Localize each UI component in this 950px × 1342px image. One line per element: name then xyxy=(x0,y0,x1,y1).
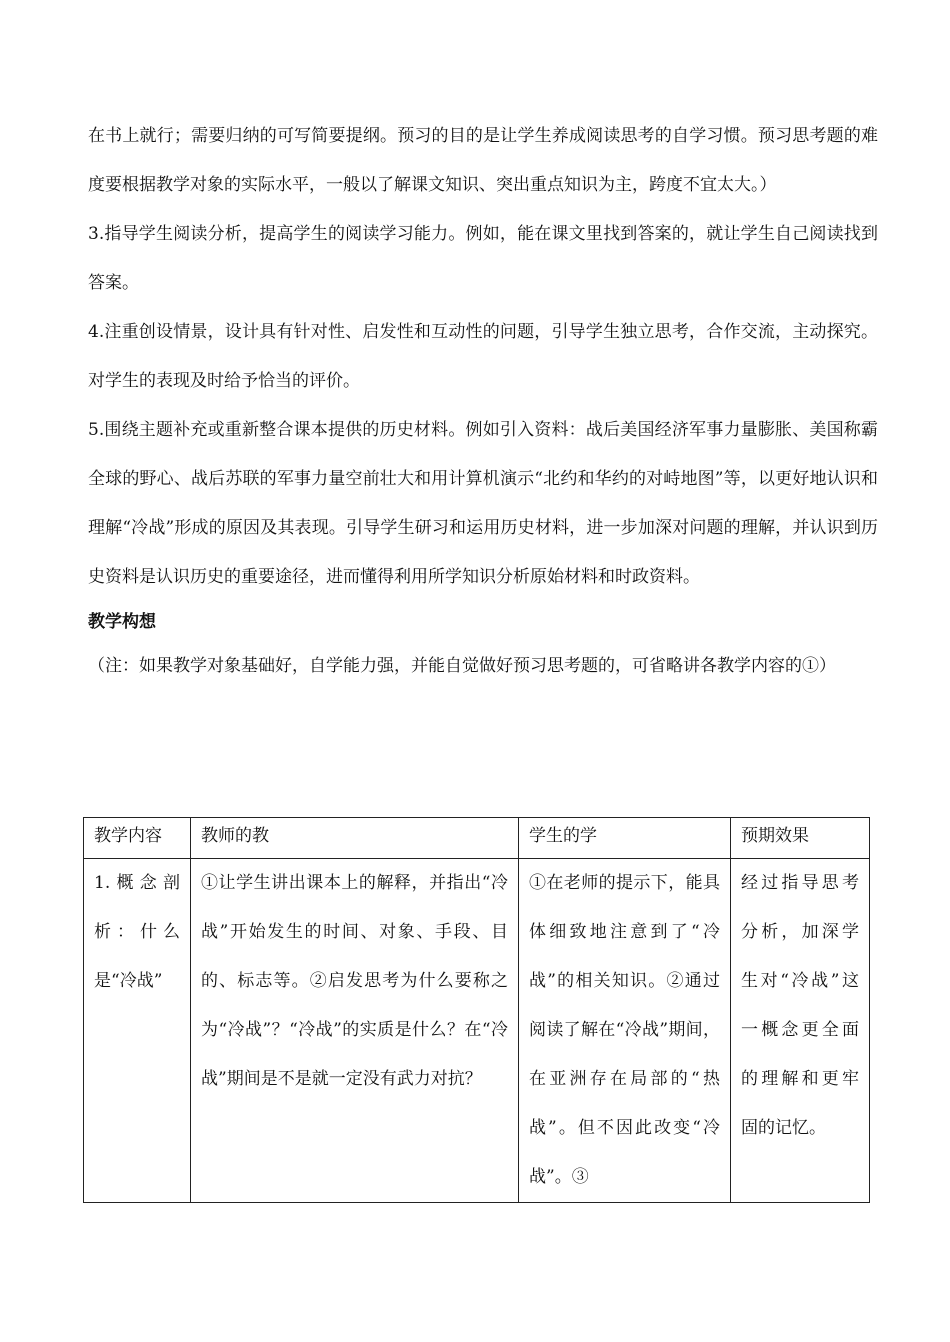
document-body xyxy=(88,112,878,691)
table-row xyxy=(84,859,870,1203)
lesson-plan-table xyxy=(83,817,870,1203)
header-effect: 预期效果 xyxy=(731,818,870,859)
section-note: （注：如果教学对象基础好，自学能力强，并能自觉做好预习思考题的，可省略讲各教学内容的①） xyxy=(88,656,836,676)
paragraph-item-4: 4.注重创设情景，设计具有针对性、启发性和互动性的问题，引导学生独立思考，合作交流，主动探究。对学生的表现及时给予恰当的评价。 xyxy=(88,322,878,391)
paragraph-item-3: 3.指导学生阅读分析，提高学生的阅读学习能力。例如，能在课文里找到答案的，就让学生自己阅读找到答案。 xyxy=(88,224,878,293)
header-student: 学生的学 xyxy=(519,818,731,859)
cell-student: ①在老师的提示下，能具体细致地注意到了“冷战”的相关知识。②通过阅读了解在“冷战”期间，在亚洲存在局部的“热战”。但不因此改变“冷战”。③ xyxy=(519,859,731,1203)
section-title: 教学构想 xyxy=(88,612,156,632)
header-content: 教学内容 xyxy=(84,818,191,859)
cell-effect: 经过指导思考分析，加深学生对“冷战”这一概念更全面的理解和更牢固的记忆。 xyxy=(731,859,870,1203)
header-teacher: 教师的教 xyxy=(191,818,519,859)
cell-content: 1.概念剖析：什么是“冷战” xyxy=(84,859,191,1203)
table-header-row xyxy=(84,818,870,859)
cell-teacher: ①让学生讲出课本上的解释，并指出“冷战”开始发生的时间、对象、手段、目的、标志等。②启发思考为什么要称之为“冷战”？“冷战”的实质是什么？在“冷战”期间是不是就一定没有武力对抗？ xyxy=(191,859,519,1203)
paragraph-item-5: 5.围绕主题补充或重新整合课本提供的历史材料。例如引入资料：战后美国经济军事力量膨胀、美国称霸全球的野心、战后苏联的军事力量空前壮大和用计算机演示“北约和华约的对峙地图”等，以更好地认识和理解“冷战”形成的原因及其表现。引导学生研习和运用历史材料，进一步加深对问题的理解，并认识到历史资料是认识历史的重要途径，进而懂得利用所学知识分析原始材料和时政资料。 xyxy=(88,420,878,587)
paragraph-preview-guidance: 在书上就行；需要归纳的可写简要提纲。预习的目的是让学生养成阅读思考的自学习惯。预习思考题的难度要根据教学对象的实际水平，一般以了解课文知识、突出重点知识为主，跨度不宜太大。） xyxy=(88,126,878,195)
